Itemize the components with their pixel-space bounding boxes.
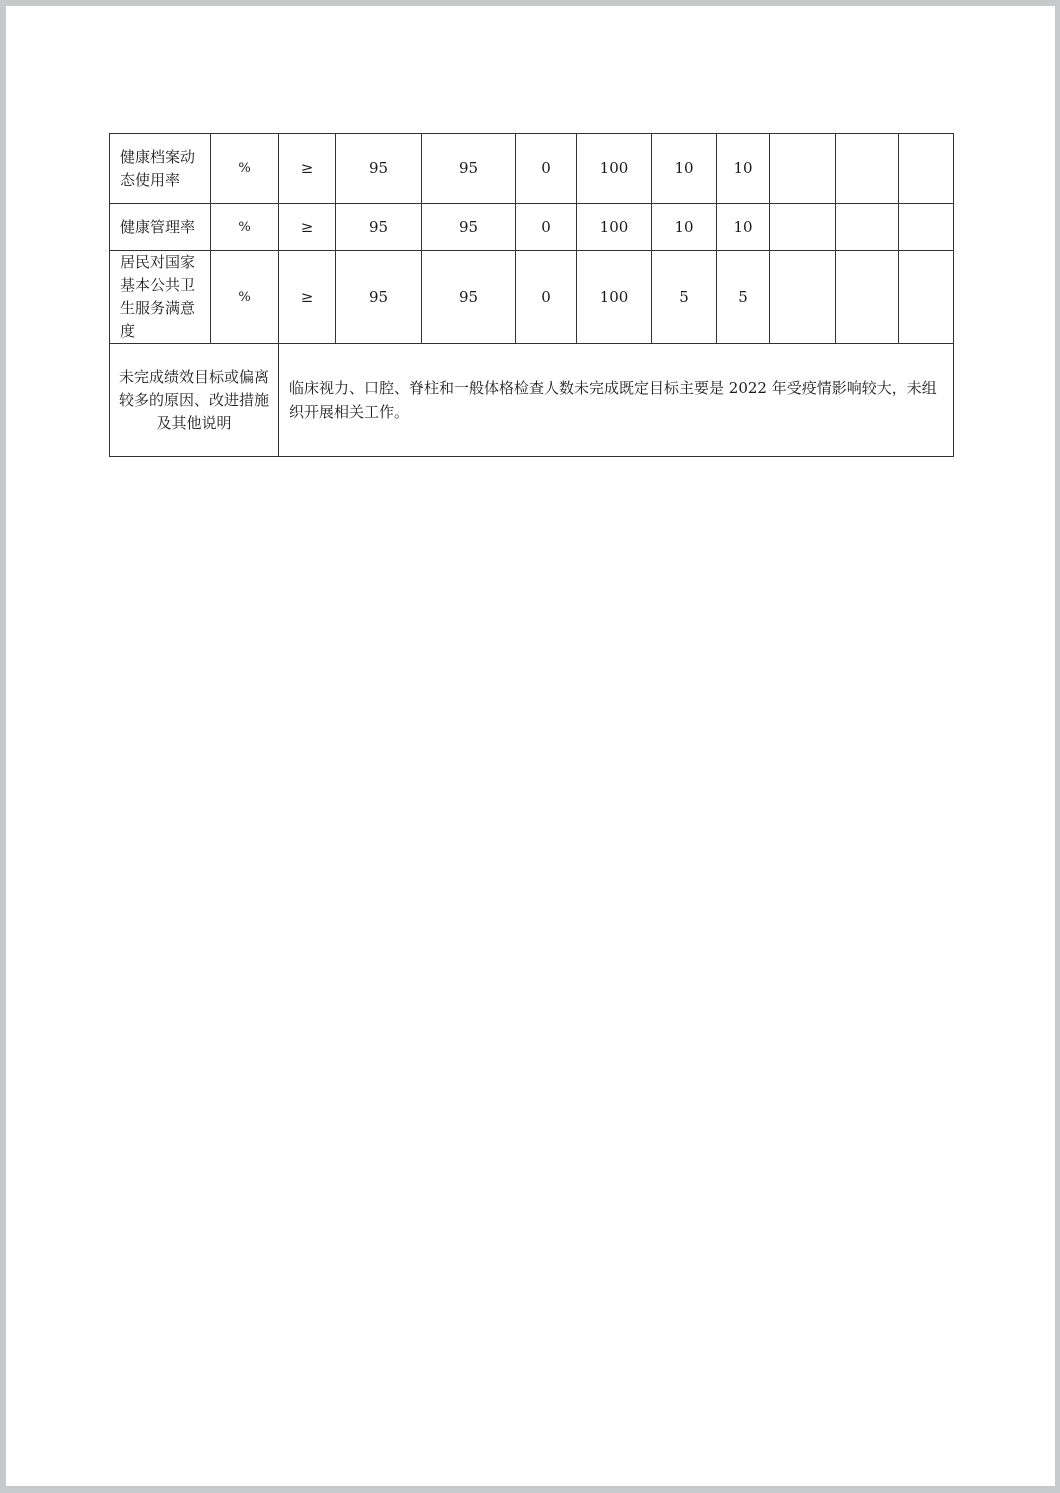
indicator-name: 健康管理率 (110, 204, 211, 251)
reason-text: 临床视力、口腔、脊柱和一般体格检查人数未完成既定目标主要是 2022 年受疫情影响较大，未组织开展相关工作。 (279, 344, 954, 457)
empty-cell (836, 134, 899, 204)
unit-cell: % (211, 134, 279, 204)
indicator-name: 健康档案动态使用率 (110, 134, 211, 204)
table-row (110, 251, 954, 344)
actual-value: 95 (422, 204, 516, 251)
completion-value: 100 (577, 134, 652, 204)
empty-cell (836, 204, 899, 251)
indicator-name: 居民对国家基本公共卫生服务满意度 (110, 251, 211, 344)
score-value: 10 (717, 204, 770, 251)
operator-cell: ≥ (279, 134, 336, 204)
weight-value: 10 (652, 134, 717, 204)
empty-cell (899, 251, 954, 344)
document-page (6, 6, 1055, 1486)
table-row (110, 204, 954, 251)
score-value: 5 (717, 251, 770, 344)
unit-cell: % (211, 251, 279, 344)
reason-label: 未完成绩效目标或偏离较多的原因、改进措施及其他说明 (110, 344, 279, 457)
empty-cell (899, 204, 954, 251)
operator-cell: ≥ (279, 204, 336, 251)
reason-row (110, 344, 954, 457)
unit-cell: % (211, 204, 279, 251)
deviation-value: 0 (516, 204, 577, 251)
deviation-value: 0 (516, 134, 577, 204)
weight-value: 10 (652, 204, 717, 251)
completion-value: 100 (577, 251, 652, 344)
score-value: 10 (717, 134, 770, 204)
operator-cell: ≥ (279, 251, 336, 344)
table-row (110, 134, 954, 204)
performance-table (109, 133, 954, 457)
actual-value: 95 (422, 251, 516, 344)
empty-cell (770, 134, 836, 204)
empty-cell (899, 134, 954, 204)
empty-cell (836, 251, 899, 344)
target-value: 95 (336, 251, 422, 344)
completion-value: 100 (577, 204, 652, 251)
actual-value: 95 (422, 134, 516, 204)
empty-cell (770, 204, 836, 251)
deviation-value: 0 (516, 251, 577, 344)
target-value: 95 (336, 134, 422, 204)
target-value: 95 (336, 204, 422, 251)
empty-cell (770, 251, 836, 344)
weight-value: 5 (652, 251, 717, 344)
